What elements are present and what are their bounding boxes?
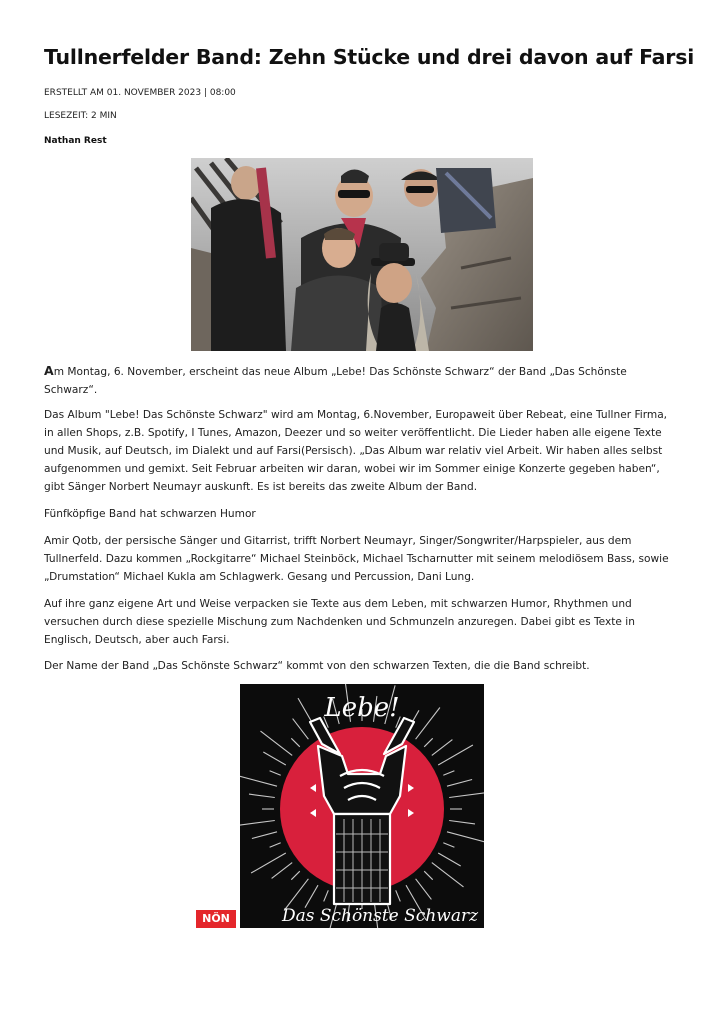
paragraph-album: Das Album "Lebe! Das Schönste Schwarz" wird am Montag, 6.November, Europaweit über Rebeat, eine Tullner Firma, in allen Shops, z.B. Spotify, I Tunes, Amazon, Deezer und so weiter veröffentlicht. Die Lieder haben alle eigene Texte und Musik, auf Deutsch, im Dialekt und auf Farsi(Persisch). „Das Album war relativ viel Arbeit. Wir haben alles selbst aufgenommen und gemixt. Seit Februar arbeiten wir daran, wobei wir im Sommer einige Konzerte gegeben haben“, gibt Sänger Norbert Neumayr auskunft. Es ist bereits das zweite Album der Band. — [44, 409, 668, 493]
paragraph-members: Amir Qotb, der persische Sänger und Gitarrist, trifft Norbert Neumayr, Singer/Songwriter/Harpspieler, aus dem Tullnerfeld. Dazu kommen „Rockgitarre“ Michael Steinböck, Michael Tscharnutter mit seinem melodiösem Bass, sowie „Drumstation“ Michael Kukla am Schlagwerk. Gesang und Percussion, Dani Lung. — [44, 535, 669, 583]
cover-title: Lebe! — [324, 693, 400, 723]
publish-date: ERSTELLT AM 01. NOVEMBER 2023 | 08:00 — [44, 88, 236, 98]
reading-time: LESEZEIT: 2 MIN — [44, 111, 117, 121]
band-photo — [191, 158, 533, 351]
paragraph-style: Auf ihre ganz eigene Art und Weise verpacken sie Texte aus dem Leben, mit schwarzen Humor, Rhythmen und versuchen durch diese spezielle Mischung zum Nachdenken und Schmunzeln anzuregen. Dabei gibt es Texte in Englisch, Deutsch, aber auch Farsi. — [44, 598, 635, 646]
album-cover — [240, 684, 484, 928]
subheading: Fünfköpfige Band hat schwarzen Humor — [44, 508, 256, 520]
paragraph-name: Der Name der Band „Das Schönste Schwarz“ kommt von den schwarzen Texten, die die Band schreibt. — [44, 660, 590, 672]
drop-cap: A — [44, 363, 54, 378]
non-logo-badge: NÖN — [196, 910, 236, 928]
paragraph-intro-text: m Montag, 6. November, erscheint das neue Album „Lebe! Das Schönste Schwarz“ der Band „Das Schönste Schwarz“. — [44, 366, 627, 396]
paragraph-intro — [44, 362, 680, 399]
cover-band-name: Das Schönste Schwarz — [281, 906, 479, 926]
author-name: Nathan Rest — [44, 136, 107, 146]
article-title: Tullnerfelder Band: Zehn Stücke und drei davon auf Farsi — [44, 45, 695, 69]
